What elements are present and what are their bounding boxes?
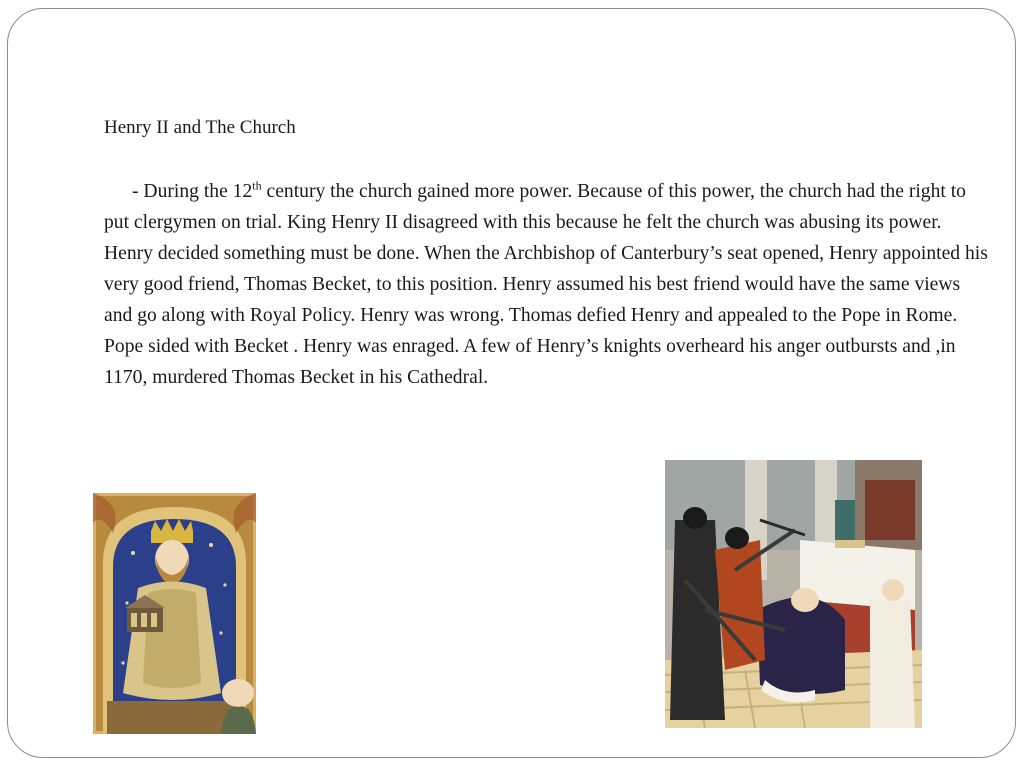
- body-paragraph: [104, 176, 990, 393]
- slide-title: Henry II and The Church: [104, 117, 296, 138]
- king-henry-ii-illumination-icon: [93, 493, 256, 734]
- becket-murder-image: [665, 460, 922, 728]
- body-text-rest: century the church gained more power. Because of this power, the church had the right to put clergymen on trial. King Henry II disagreed with this because he felt the church was abusing its power. Henry decided something must be done. When the Archbishop of Canterbury’s seat opened, Henry appointed his very good friend, Thomas Becket, to this position. Henry assumed his best friend would have the same views and go along with Royal Policy. Henry was wrong. Thomas defied Henry and appealed to the Pope in Rome. Pope sided with Becket . Henry was enraged. A few of Henry’s knights overheard his anger outbursts and ,in 1170, murdered Thomas Becket in his Cathedral.: [104, 181, 988, 388]
- body-text-start: - During the 12: [132, 181, 253, 202]
- becket-murder-illumination-icon: [665, 460, 922, 728]
- ordinal-suffix: th: [252, 178, 262, 193]
- king-henry-ii-image: [93, 493, 256, 734]
